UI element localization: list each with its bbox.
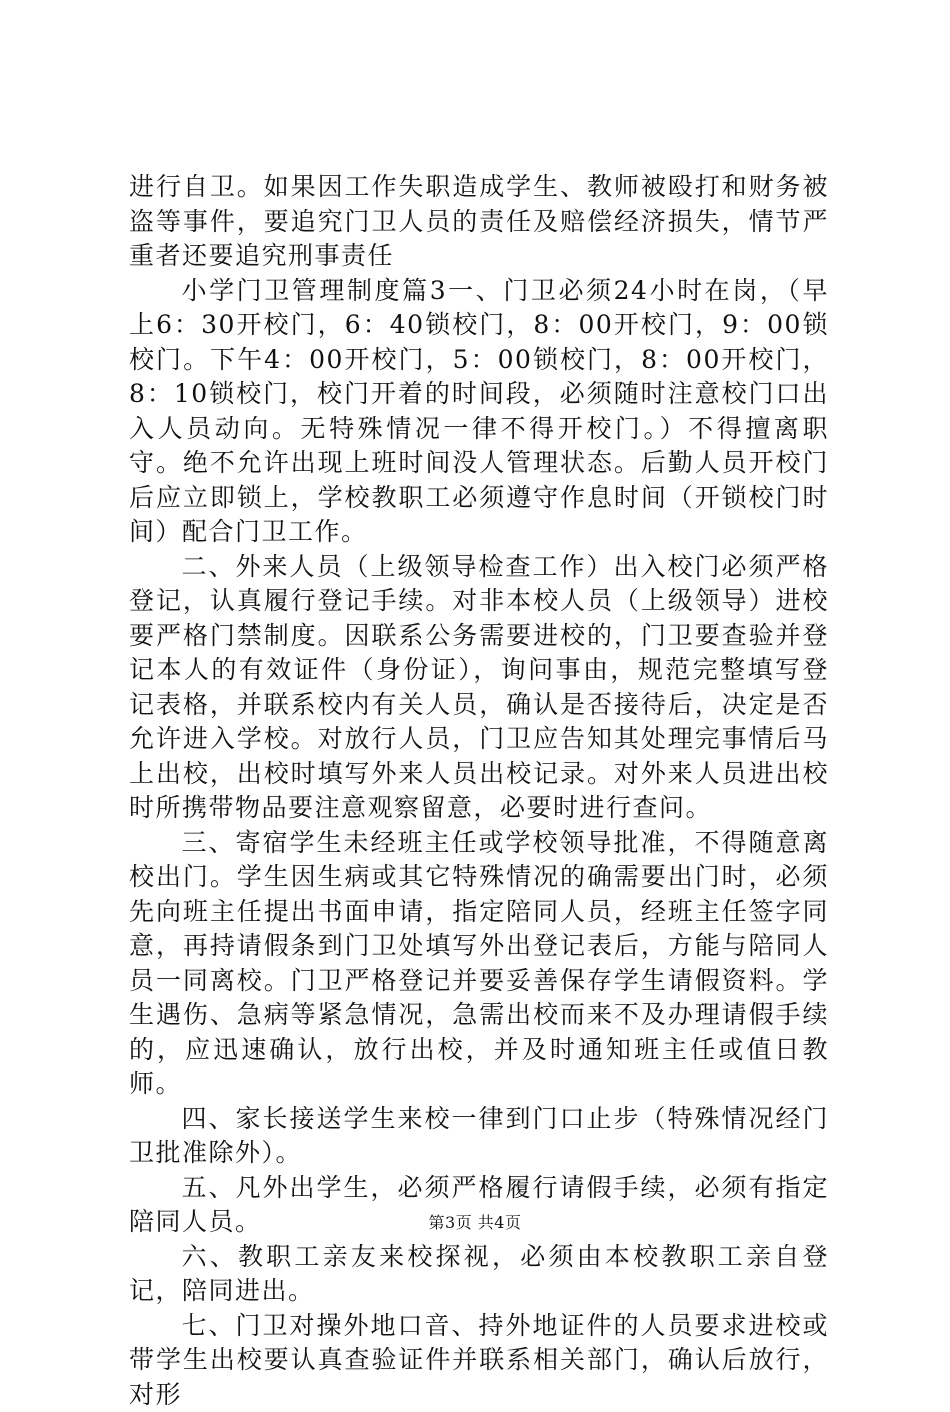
paragraph-rule-2: 二、外来人员（上级领导检查工作）出入校门必须严格登记，认真履行登记手续。对非本校人员（上级领导）进校要严格门禁制度。因联系公务需要进校的，门卫要查验并登记本人的有效证件（身份证），询问事由，规范完整填写登记表格，并联系校内有关人员，确认是否接待后，决定是否允许进入学校。对放行人员，门卫应告知其处理完事情后马上出校，出校时填写外来人员出校记录。对外来人员进出校时所携带物品要注意观察留意，必要时进行查问。 [129, 550, 829, 826]
paragraph-rule-6: 六、教职工亲友来校探视，必须由本校教职工亲自登记，陪同进出。 [129, 1240, 829, 1309]
paragraph-rule-5: 五、凡外出学生，必须严格履行请假手续，必须有指定陪同人员。 [129, 1171, 829, 1240]
paragraph-section-3-rule-1: 小学门卫管理制度篇3一、门卫必须24小时在岗，（早上6：30开校门，6：40锁校门，8：00开校门，9：00锁校门。下午4：00开校门，5：00锁校门，8：00开校门，8：10锁校门，校门开着的时间段，必须随时注意校门口出入人员动向。无特殊情况一律不得开校门。）不得擅离职守。绝不允许出现上班时间没人管理状态。后勤人员开校门后应立即锁上，学校教职工必须遵守作息时间（开锁校门时间）配合门卫工作。 [129, 274, 829, 550]
paragraph-rule-7: 七、门卫对操外地口音、持外地证件的人员要求进校或带学生出校要认真查验证件并联系相关部门，确认后放行，对形 [129, 1309, 829, 1412]
paragraph-rule-3: 三、寄宿学生未经班主任或学校领导批准，不得随意离校出门。学生因生病或其它特殊情况的确需要出门时，必须先向班主任提出书面申请，指定陪同人员，经班主任签字同意，再持请假条到门卫处填写外出登记表后，方能与陪同人员一同离校。门卫严格登记并要妥善保存学生请假资料。学生遇伤、急病等紧急情况，急需出校而来不及办理请假手续的，应迅速确认，放行出校，并及时通知班主任或值日教师。 [129, 826, 829, 1102]
page-footer: 第3页 共4页 [0, 1210, 950, 1233]
paragraph-continuation: 进行自卫。如果因工作失职造成学生、教师被殴打和财务被盗等事件，要追究门卫人员的责任及赔偿经济损失，情节严重者还要追究刑事责任 [129, 170, 829, 274]
paragraph-rule-4: 四、家长接送学生来校一律到门口止步（特殊情况经门卫批准除外）。 [129, 1102, 829, 1171]
